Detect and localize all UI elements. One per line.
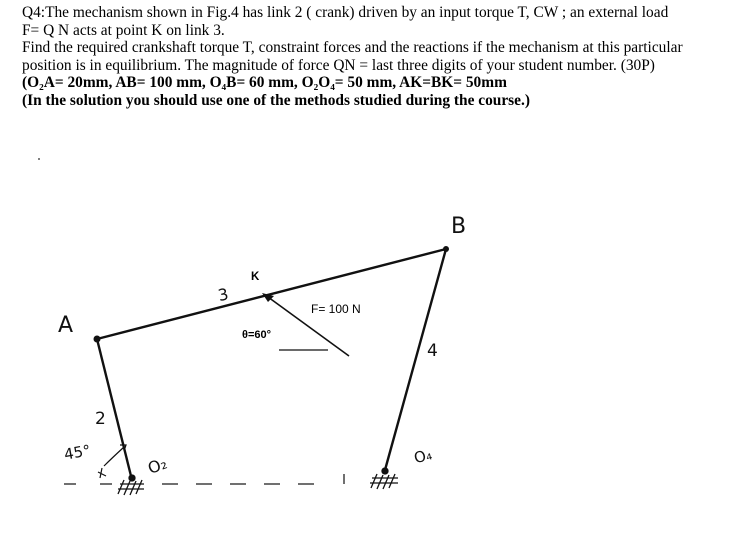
ground-pivot-O4: [370, 468, 398, 489]
problem-dimensions: (O₂A= 20mm, AB= 100 mm, O₄B= 60 mm, O₂O₄= 50 mm, AK=BK= 50mm: [22, 74, 507, 92]
label-link-3: 3: [216, 284, 231, 306]
label-B: B: [451, 214, 467, 239]
label-crank-angle: 45°: [62, 441, 92, 464]
label-link-4: 4: [427, 341, 438, 361]
theta-label: θ=60°: [242, 329, 272, 341]
link-3-coupler: [97, 249, 446, 339]
label-O4: O₄: [412, 445, 434, 468]
label-O2: O₂: [145, 453, 170, 478]
force-label: F= 100 N: [311, 302, 361, 316]
problem-line-4: position is in equilibrium. The magnitude of force QN = last three digits of your student number. (30P): [22, 56, 655, 74]
crank-angle-arc: [98, 445, 126, 478]
joint-A: [94, 336, 101, 343]
link-2-crank: [97, 339, 131, 476]
problem-line-3: Find the required crankshaft torque T, constraint forces and the reactions if the mechanism at this particular: [22, 39, 683, 57]
joint-B: [443, 246, 449, 252]
label-link-2: 2: [95, 409, 106, 429]
problem-instruction: (In the solution you should use one of the methods studied during the course.): [22, 91, 530, 109]
label-K: K: [251, 271, 260, 283]
problem-line-2: F= Q N acts at point K on link 3.: [22, 21, 225, 39]
ground-pivot-O2: [118, 475, 144, 495]
label-A: A: [58, 313, 74, 338]
problem-line-1: Q4:The mechanism shown in Fig.4 has link 2 ( crank) driven by an input torque T, CW ; an external load: [22, 4, 669, 21]
